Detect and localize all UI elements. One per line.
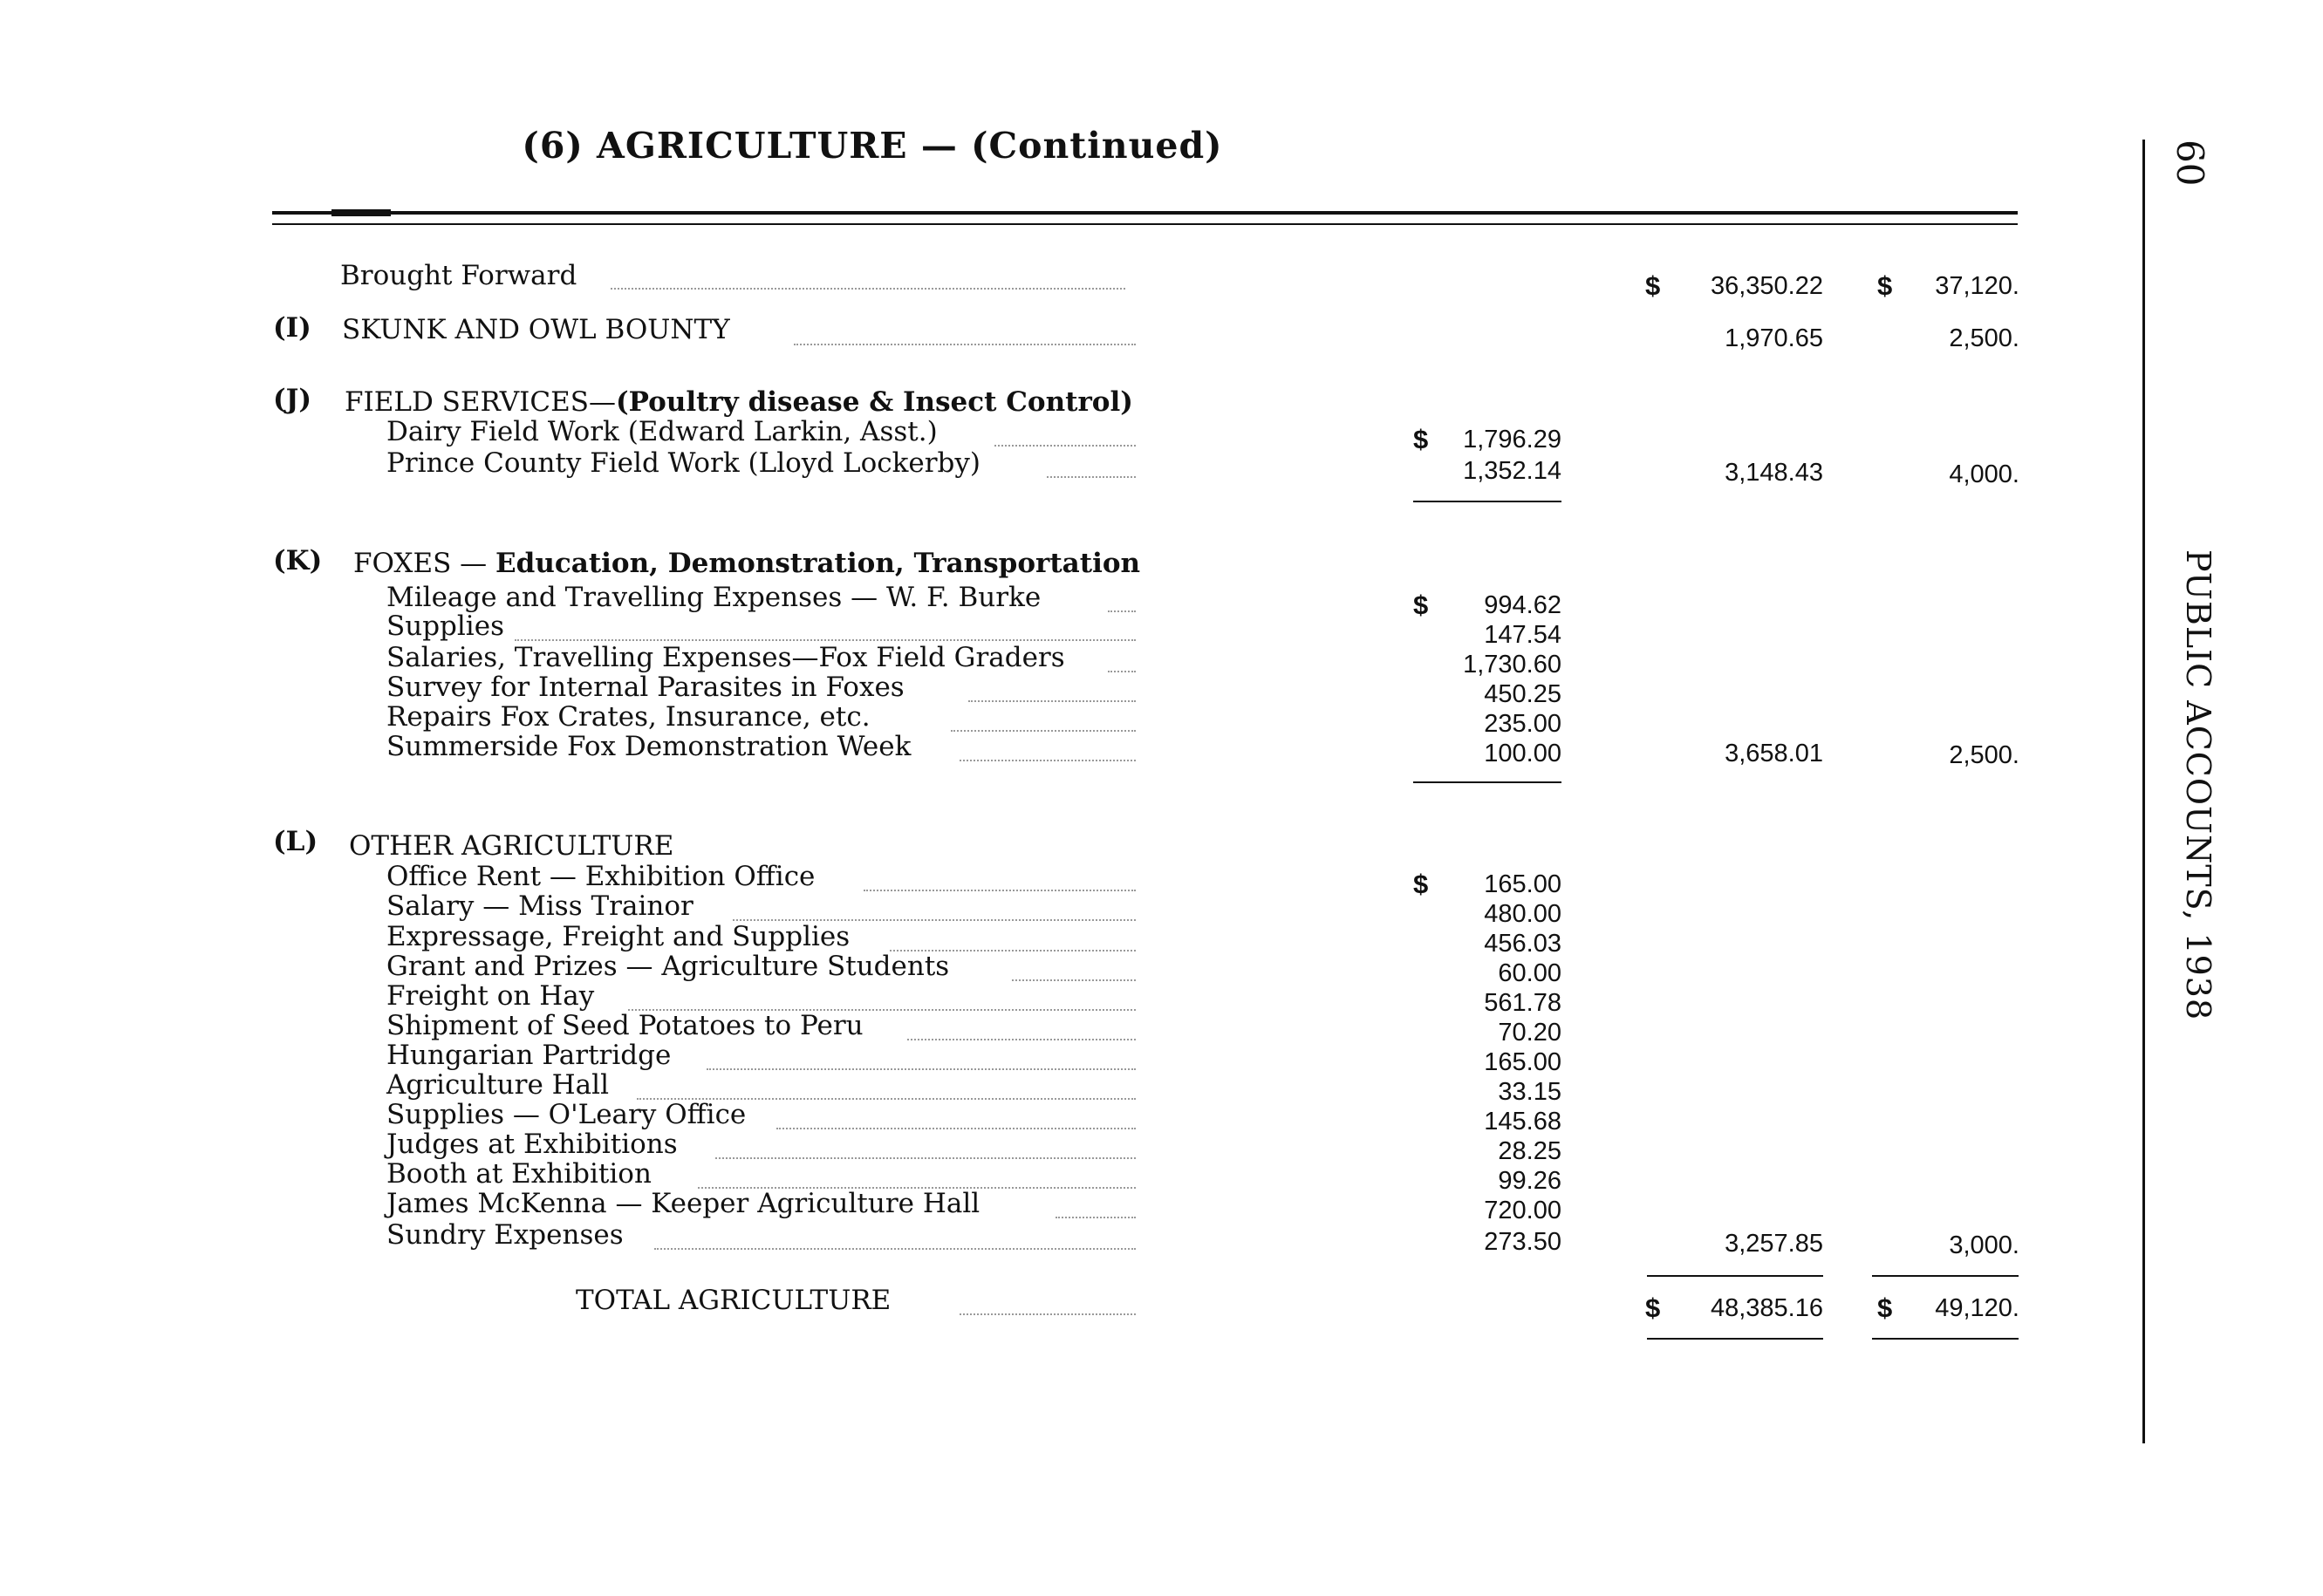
line-item-amount: 165.00	[1484, 1048, 1561, 1076]
section-estimate: 2,500.	[1949, 324, 2019, 352]
section-total: 3,257.85	[1725, 1230, 1823, 1258]
brought-forward-label: Brought Forward	[340, 260, 577, 291]
line-item-label: Mileage and Travelling Expenses — W. F. Burke	[386, 582, 1042, 613]
dot-leader	[1012, 979, 1136, 981]
section-total: 3,658.01	[1725, 740, 1823, 767]
dot-leader	[707, 1068, 1136, 1070]
side-running-title: PUBLIC ACCOUNTS, 1938	[2179, 549, 2217, 1021]
line-item-amount: 165.00	[1484, 870, 1561, 898]
line-item-label: Summerside Fox Demonstration Week	[386, 731, 912, 762]
line-item-label: Hungarian Partridge	[386, 1040, 672, 1071]
dot-leader	[794, 344, 1136, 345]
line-item-label: Office Rent — Exhibition Office	[386, 861, 816, 892]
currency-sign: $	[1877, 270, 1893, 301]
line-item-label: Sundry Expenses	[386, 1219, 624, 1251]
line-item-amount: 100.00	[1484, 740, 1561, 767]
dot-leader	[960, 760, 1136, 761]
line-item-amount: 1,352.14	[1463, 457, 1561, 485]
line-item-label: Repairs Fox Crates, Insurance, etc.	[386, 701, 871, 733]
section-letter: (L)	[273, 826, 318, 857]
section-estimate: 2,500.	[1949, 741, 2019, 769]
section-total: 1,970.65	[1725, 324, 1823, 352]
dot-leader	[1108, 671, 1136, 672]
dot-leader	[611, 288, 1125, 290]
line-item-amount: 994.62	[1484, 591, 1561, 619]
line-item-amount: 561.78	[1484, 989, 1561, 1017]
grand-total-estimate: 49,120.	[1935, 1294, 2019, 1322]
subtotal-rule	[1413, 501, 1561, 502]
line-item-amount: 235.00	[1484, 710, 1561, 738]
dot-leader	[1056, 1217, 1136, 1218]
currency-sign: $	[1413, 424, 1429, 454]
dot-leader	[515, 639, 1136, 641]
section-subtitle: Education, Demonstration, Transportation	[495, 548, 1141, 579]
line-item-label: James McKenna — Keeper Agriculture Hall	[386, 1188, 980, 1219]
line-item-label: Salary — Miss Trainor	[386, 890, 693, 922]
line-item-amount: 1,796.29	[1463, 426, 1561, 454]
page-number: 60	[2169, 140, 2211, 187]
dot-leader	[968, 700, 1136, 702]
section-letter: (K)	[273, 545, 323, 576]
line-item-label: Dairy Field Work (Edward Larkin, Asst.)	[386, 416, 938, 447]
line-item-label: Supplies — O'Leary Office	[386, 1099, 747, 1130]
dot-leader	[715, 1157, 1136, 1159]
header-rule-mark	[331, 209, 391, 216]
total-rule-top	[1647, 1275, 1823, 1277]
brought-forward-total: 36,350.22	[1710, 272, 1823, 300]
currency-sign: $	[1877, 1292, 1893, 1323]
line-item-label: Survey for Internal Parasites in Foxes	[386, 672, 905, 703]
line-item-label: Booth at Exhibition	[386, 1158, 652, 1190]
section-title-text: FOXES —	[353, 548, 496, 579]
line-item-label: Salaries, Travelling Expenses—Fox Field Graders	[386, 642, 1065, 673]
line-item-amount: 33.15	[1498, 1078, 1561, 1106]
currency-sign: $	[1413, 590, 1429, 620]
line-item-label: Grant and Prizes — Agriculture Students	[386, 951, 950, 982]
margin-rule	[2142, 140, 2145, 1443]
section-title: SKUNK AND OWL BOUNTY	[342, 314, 730, 345]
grand-total-amount: 48,385.16	[1710, 1294, 1823, 1322]
line-item-amount: 99.26	[1498, 1167, 1561, 1195]
line-item-amount: 273.50	[1484, 1228, 1561, 1256]
line-item-amount: 70.20	[1498, 1019, 1561, 1047]
dot-leader	[776, 1128, 1136, 1129]
subtotal-rule	[1413, 781, 1561, 783]
brought-forward-estimate: 37,120.	[1935, 272, 2019, 300]
dot-leader	[864, 890, 1136, 891]
section-estimate: 3,000.	[1949, 1231, 2019, 1259]
line-item-label: Shipment of Seed Potatoes to Peru	[386, 1010, 864, 1041]
dot-leader	[994, 445, 1136, 447]
page-title: (6) AGRICULTURE — (Continued)	[522, 125, 1223, 167]
section-title: OTHER AGRICULTURE	[349, 830, 674, 862]
line-item-amount: 60.00	[1498, 959, 1561, 987]
section-subtitle: (Poultry disease & Insect Control)	[616, 386, 1133, 418]
line-item-amount: 1,730.60	[1463, 651, 1561, 679]
header-rule-thin	[272, 223, 2018, 225]
dot-leader	[1108, 610, 1136, 612]
total-rule-bottom	[1647, 1338, 1823, 1340]
line-item-label: Expressage, Freight and Supplies	[386, 921, 851, 952]
section-total: 3,148.43	[1725, 459, 1823, 487]
section-letter: (I)	[273, 312, 311, 344]
dot-leader	[951, 730, 1136, 732]
section-letter: (J)	[273, 384, 312, 415]
estimate-rule-top	[1872, 1275, 2019, 1277]
currency-sign: $	[1645, 270, 1661, 301]
line-item-amount: 28.25	[1498, 1137, 1561, 1165]
line-item-label: Judges at Exhibitions	[386, 1129, 678, 1160]
line-item-label: Agriculture Hall	[386, 1069, 609, 1101]
header-rule	[272, 211, 2018, 215]
line-item-label: Freight on Hay	[386, 980, 595, 1012]
section-title-text: FIELD SERVICES—	[345, 386, 616, 418]
line-item-amount: 480.00	[1484, 900, 1561, 928]
dot-leader	[960, 1313, 1136, 1315]
currency-sign: $	[1645, 1292, 1661, 1323]
currency-sign: $	[1413, 869, 1429, 899]
line-item-amount: 145.68	[1484, 1108, 1561, 1136]
line-item-amount: 720.00	[1484, 1197, 1561, 1224]
dot-leader	[1047, 476, 1136, 478]
section-title	[345, 386, 1133, 418]
line-item-amount: 456.03	[1484, 930, 1561, 958]
line-item-amount: 450.25	[1484, 680, 1561, 708]
line-item-label: Supplies	[386, 610, 504, 642]
section-title	[353, 548, 1140, 579]
line-item-label: Prince County Field Work (Lloyd Lockerby)	[386, 447, 981, 479]
dot-leader	[654, 1248, 1136, 1250]
line-item-amount: 147.54	[1484, 621, 1561, 649]
grand-total-label: TOTAL AGRICULTURE	[576, 1285, 892, 1316]
dot-leader	[907, 1039, 1136, 1040]
section-estimate: 4,000.	[1949, 460, 2019, 488]
estimate-rule-bottom	[1872, 1338, 2019, 1340]
